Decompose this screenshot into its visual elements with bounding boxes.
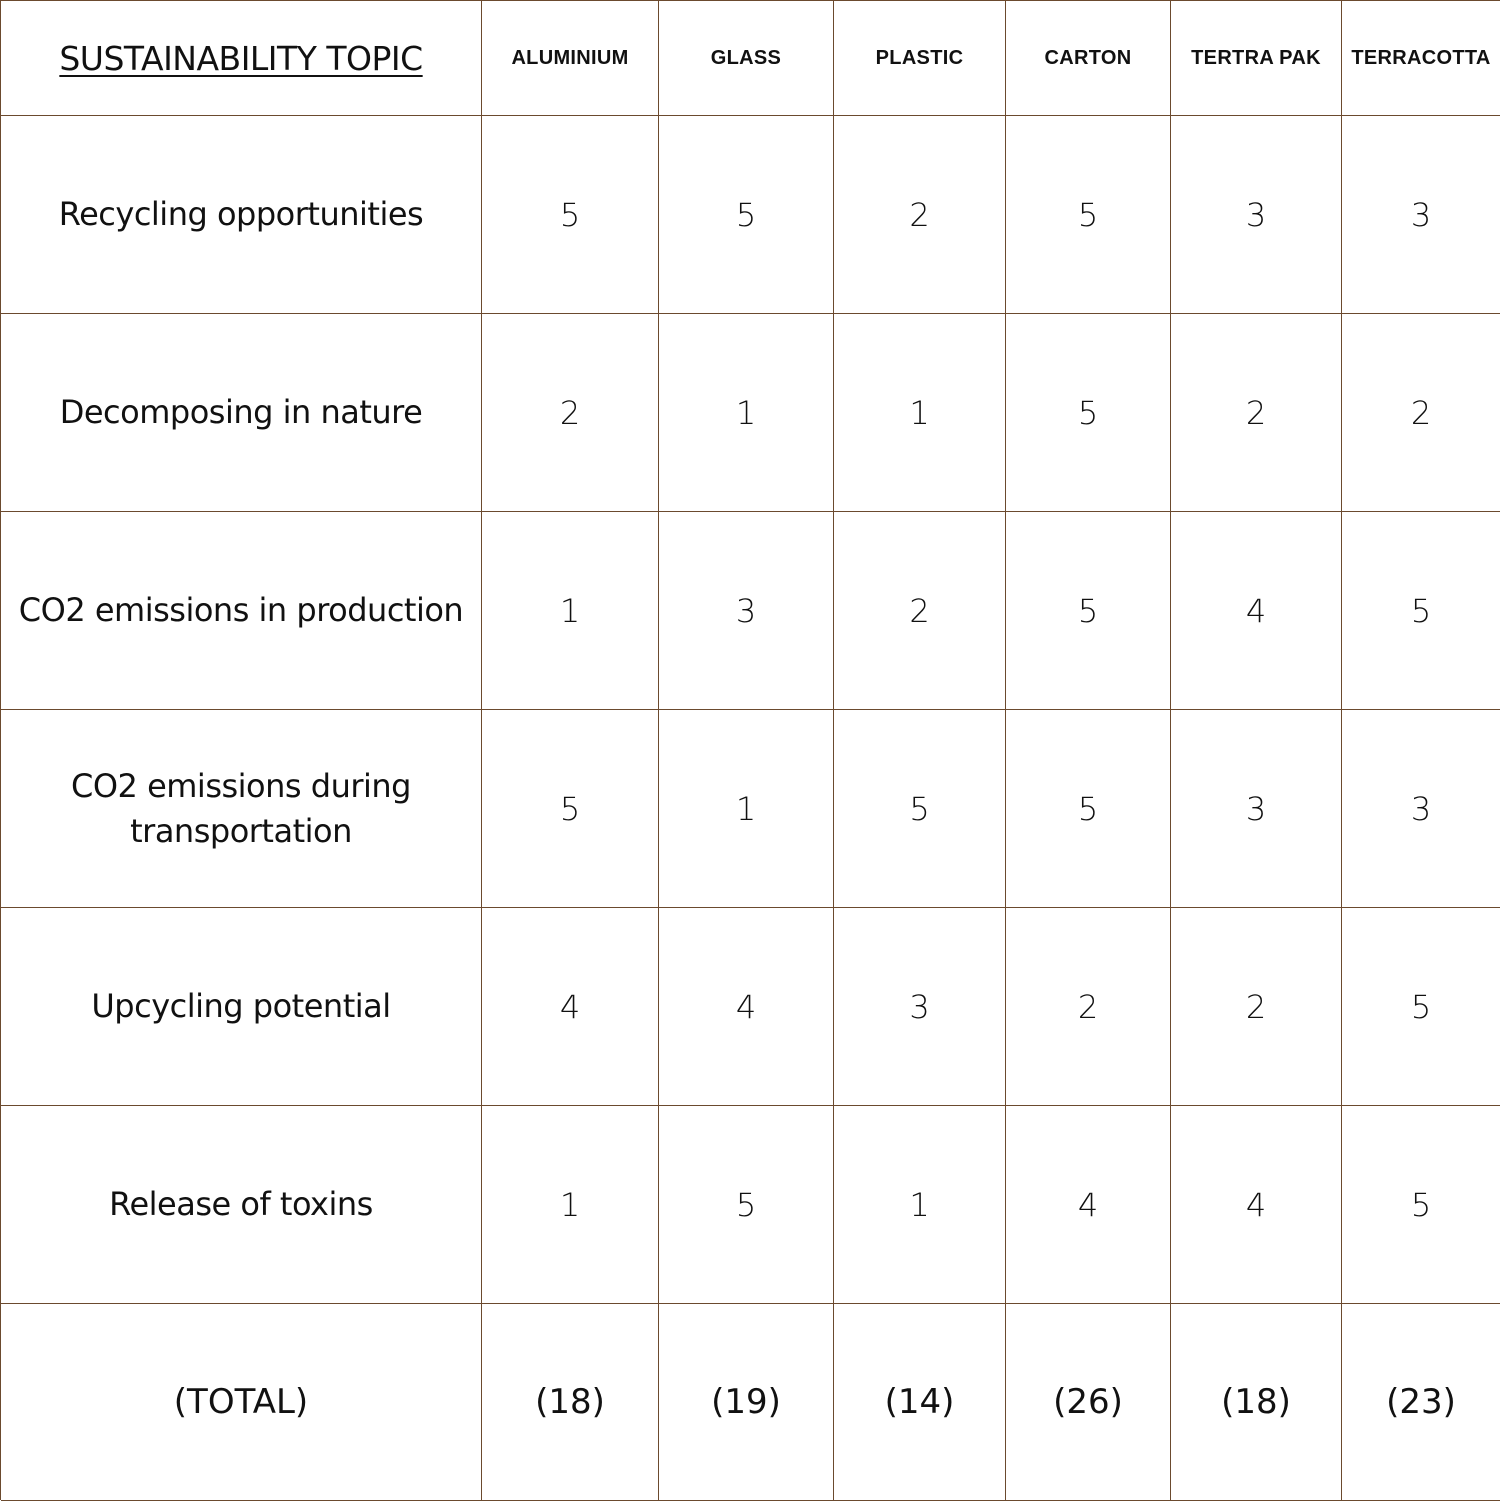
score-cell: 5	[1006, 314, 1171, 512]
column-header-terracotta: TERRACOTTA	[1342, 1, 1500, 116]
score-cell: 5	[659, 116, 834, 314]
score-cell: 2	[834, 512, 1006, 710]
score-cell: 3	[659, 512, 834, 710]
score-cell: 2	[834, 116, 1006, 314]
row-label: Decomposing in nature	[1, 314, 482, 512]
header-sustainability-topic: SUSTAINABILITY TOPIC	[1, 1, 482, 116]
score-cell: 3	[1171, 116, 1342, 314]
column-header-glass: GLASS	[659, 1, 834, 116]
score-cell: 3	[1342, 116, 1500, 314]
score-cell: 5	[1006, 116, 1171, 314]
score-cell: 5	[659, 1106, 834, 1304]
score-cell: 1	[659, 314, 834, 512]
score-cell: 5	[1342, 512, 1500, 710]
total-cell: (18)	[1171, 1304, 1342, 1501]
score-cell: 5	[1006, 512, 1171, 710]
column-header-aluminium: ALUMINIUM	[482, 1, 659, 116]
score-cell: 4	[1006, 1106, 1171, 1304]
row-label: CO2 emissions during transportation	[1, 710, 482, 908]
score-cell: 1	[834, 1106, 1006, 1304]
score-cell: 1	[659, 710, 834, 908]
score-cell: 2	[1171, 314, 1342, 512]
score-cell: 5	[482, 710, 659, 908]
column-header-tertra-pak: TERTRA PAK	[1171, 1, 1342, 116]
column-header-carton: CARTON	[1006, 1, 1171, 116]
score-cell: 5	[1342, 908, 1500, 1106]
score-cell: 1	[482, 1106, 659, 1304]
row-label: Release of toxins	[1, 1106, 482, 1304]
score-cell: 2	[482, 314, 659, 512]
score-cell: 2	[1006, 908, 1171, 1106]
score-cell: 2	[1171, 908, 1342, 1106]
score-cell: 5	[482, 116, 659, 314]
column-header-plastic: PLASTIC	[834, 1, 1006, 116]
score-cell: 4	[1171, 512, 1342, 710]
score-cell: 5	[1342, 1106, 1500, 1304]
score-cell: 4	[482, 908, 659, 1106]
total-cell: (19)	[659, 1304, 834, 1501]
score-cell: 4	[659, 908, 834, 1106]
score-cell: 2	[1342, 314, 1500, 512]
total-label: (TOTAL)	[1, 1304, 482, 1501]
total-cell: (18)	[482, 1304, 659, 1501]
score-cell: 1	[482, 512, 659, 710]
score-cell: 4	[1171, 1106, 1342, 1304]
score-cell: 3	[834, 908, 1006, 1106]
score-cell: 5	[1006, 710, 1171, 908]
row-label: CO2 emissions in production	[1, 512, 482, 710]
score-cell: 3	[1171, 710, 1342, 908]
score-cell: 3	[1342, 710, 1500, 908]
score-cell: 1	[834, 314, 1006, 512]
total-cell: (23)	[1342, 1304, 1500, 1501]
row-label: Recycling opportunities	[1, 116, 482, 314]
total-cell: (26)	[1006, 1304, 1171, 1501]
total-cell: (14)	[834, 1304, 1006, 1501]
score-cell: 5	[834, 710, 1006, 908]
row-label: Upcycling potential	[1, 908, 482, 1106]
